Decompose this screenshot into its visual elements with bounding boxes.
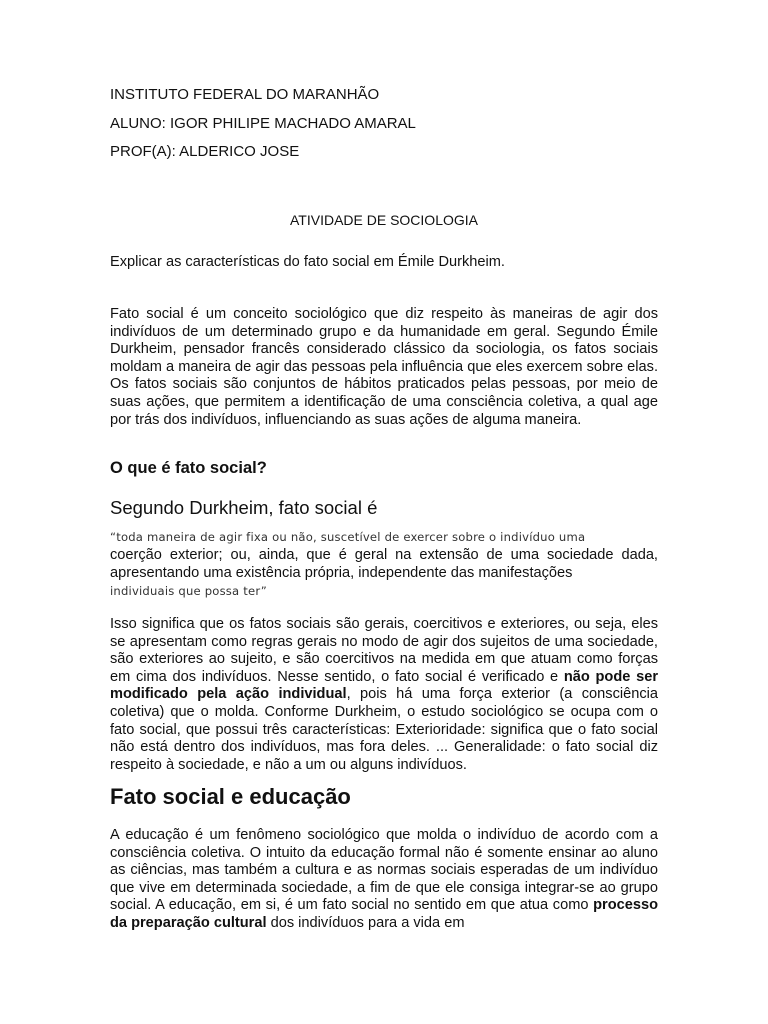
- explanation-text-end: , pois há uma força exterior (a consciência coletiva) que o molda. Conforme Durkheim, o estudo sociológico se ocupa com o fato social, que possui três características: Exterioridade: significa que o fato social não está dentro dos indivíduos, mas fora deles. ... Generalidade: o fato social diz respeito à sociedade, e não a um ou alguns indivíduos.: [110, 686, 659, 773]
- education-text-end: dos indivíduos para a vida em: [266, 914, 465, 931]
- quote-middle: coerção exterior; ou, ainda, que é geral na extensão de uma sociedade dada, apresentando uma existência própria, independente das manifestações: [110, 547, 658, 581]
- education-text-start: A educação é um fenômeno sociológico que molda o indivíduo de acordo com a consciência coletiva. O intuito da educação formal não é somente ensinar ao aluno as ciências, mas também a cultura e as normas sociais esperadas de um indivíduo que vive em determinada sociedade, a fim de que ele consiga integrar-se ao grupo social. A educação, em si, é um fato social no sentido em que atua como: [110, 827, 658, 914]
- quote-last-line: individuais que possa ter”: [110, 584, 267, 598]
- education-paragraph: [110, 827, 658, 933]
- section-subheading-durkheim: Segundo Durkheim, fato social é: [110, 497, 378, 518]
- quote-first-line: “toda maneira de agir fixa ou não, suscetível de exercer sobre o indivíduo uma: [110, 530, 586, 544]
- professor-line: PROF(A): ALDERICO JOSE: [110, 143, 300, 160]
- section-heading-education: Fato social e educação: [110, 784, 351, 809]
- education-bold-phrase: processo da preparação cultural: [110, 897, 658, 931]
- explanation-text-start: Isso significa que os fatos sociais são gerais, coercitivos e exteriores, ou seja, eles se apresentam como regras gerais no modo de agir dos sujeitos de uma sociedade, são exteriores ao sujeito, e são coercitivos na medida em que atuam como forças em cima dos indivíduos. Nesse sentido, o fato social é verificado e: [110, 616, 658, 685]
- intro-paragraph: Fato social é um conceito sociológico que diz respeito às maneiras de agir dos indivíduos de um determinado grupo e da humanidade em geral. Segundo Émile Durkheim, pensador francês considerado clássico da sociologia, os fatos sociais moldam a maneira de agir das pessoas pela influência que eles exercem sobre elas. Os fatos sociais são conjuntos de hábitos praticados pelas pessoas, por meio de suas ações, que permitem a identificação de uma consciência coletiva, a qual age por trás dos indivíduos, influenciando as suas ações de alguma maneira.: [110, 306, 658, 428]
- assignment-prompt: Explicar as características do fato social em Émile Durkheim.: [110, 254, 505, 270]
- institution-line: INSTITUTO FEDERAL DO MARANHÃO: [110, 86, 380, 103]
- explanation-paragraph: [110, 616, 658, 774]
- explanation-bold-phrase: não pode ser modificado pela ação individual: [110, 668, 658, 703]
- student-line: ALUNO: IGOR PHILIPE MACHADO AMARAL: [110, 115, 416, 132]
- section-heading-what-is: O que é fato social?: [110, 459, 267, 477]
- document-title: ATIVIDADE DE SOCIOLOGIA: [289, 212, 478, 228]
